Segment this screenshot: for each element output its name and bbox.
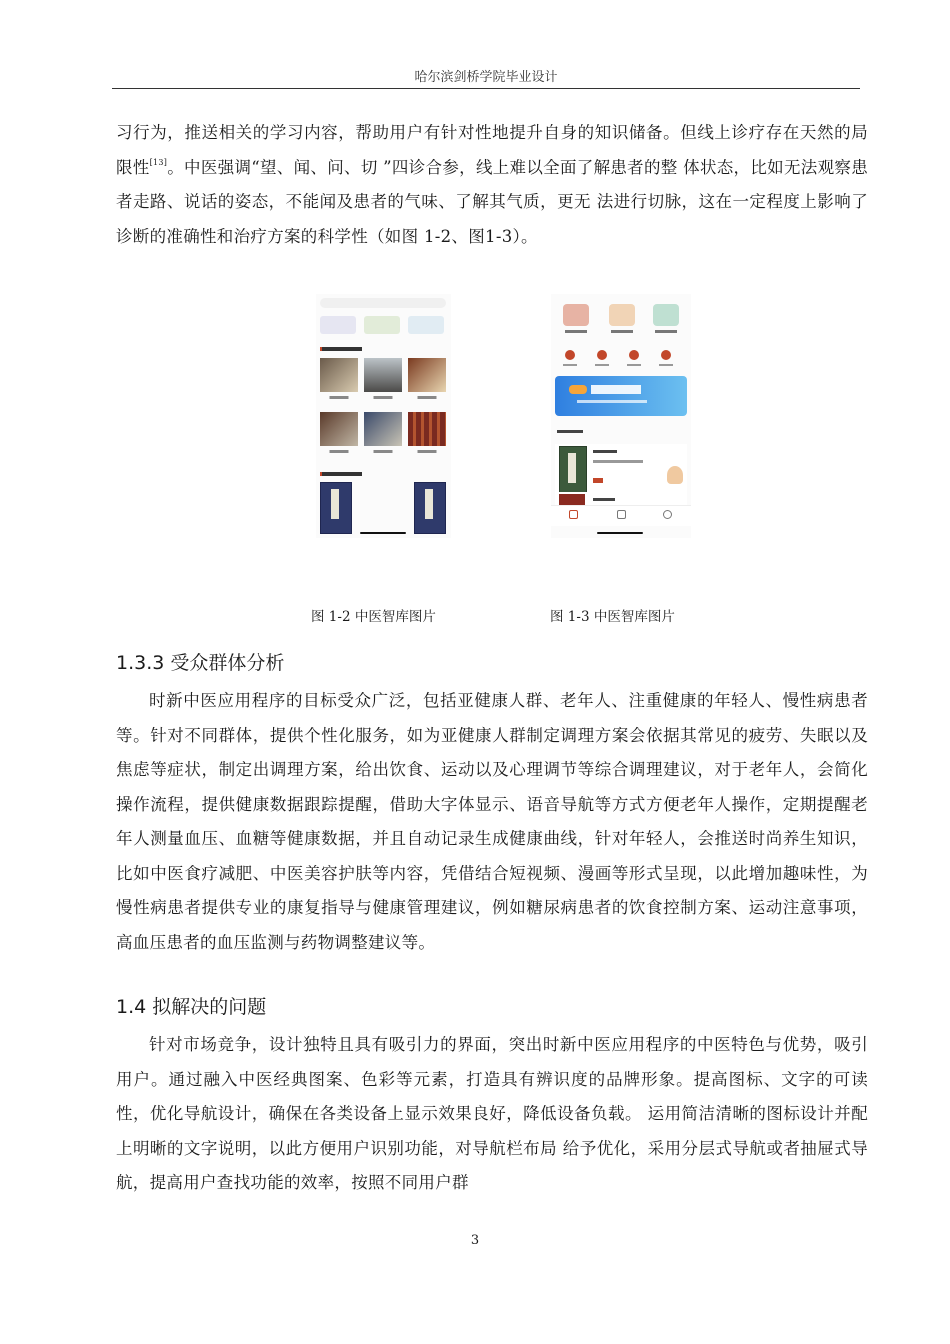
label-graphic [330, 396, 349, 399]
thumbnail-graphic [408, 358, 446, 392]
card-graphic [555, 492, 687, 506]
home-indicator-graphic [360, 532, 406, 534]
header-title: 哈尔滨剑桥学院毕业设计 [414, 70, 558, 85]
chip-graphic [408, 316, 444, 334]
chip-graphic [320, 316, 356, 334]
label-graphic [611, 330, 633, 333]
home-indicator-graphic [597, 532, 643, 534]
label-graphic [627, 364, 641, 366]
thumbnail-graphic [320, 412, 358, 446]
section-title-graphic [557, 430, 583, 433]
thumbnail-graphic [320, 358, 358, 392]
dot-graphic [629, 350, 639, 360]
section-1-3-3-heading: 1.3.3 受众群体分析 [116, 652, 285, 674]
dot-graphic [565, 350, 575, 360]
section-title-graphic [320, 347, 362, 351]
citation[interactable]: [13] [149, 157, 168, 167]
label-graphic [563, 364, 577, 366]
intro-text-2: 。中医强调“望、闻、问、切 ”四诊合参，线上难以全面了解患者的整 体状态，比如无法观察患者走路、说话的姿态，不能闻及患者的气味、了解其气质，更无 法进行切脉，这在一定程度上影响了诊断的准确性和治疗方案的科学性（如图 1-2、图1-3）。 [116, 157, 868, 246]
figure-1-3-image [551, 294, 691, 538]
section-1-4-heading: 1.4 拟解决的问题 [116, 996, 267, 1018]
thumbnail-graphic [408, 412, 446, 446]
tile-graphic [609, 304, 635, 326]
intro-paragraph [116, 116, 868, 254]
thumbnail-graphic [364, 358, 402, 392]
intro-text-1: 习行为，推送相关的学习内容，帮助用户有针对性地提升自身的知识储备。但线上诊疗存在天然的局限性 [116, 123, 868, 177]
figure-1-2-caption: 图 1-2 中医智库图片 [311, 609, 436, 625]
label-graphic [659, 364, 673, 366]
label-graphic [374, 396, 393, 399]
tile-graphic [563, 304, 589, 326]
section-1-4-body [116, 1028, 868, 1201]
label-graphic [418, 396, 437, 399]
section-1-4-text: 针对市场竞争，设计独特且具有吸引力的界面，突出时新中医应用程序的中医特色与优势，吸引用户。通过融入中医经典图案、色彩等元素，打造具有辨识度的品牌形象。提高图标、文字的可读性，优化导航设计，确保在各类设备上显示效果良好，降低设备负载。 运用简洁清晰的图标设计并配上明晰的文字说明，以此方便用户识别功能，对导航栏布局 给予优化，采用分层式导航或者抽屉式导航，提高用户查找功能的效率，按照不同用户群 [116, 1035, 868, 1192]
book-graphic [320, 482, 352, 534]
label-graphic [418, 450, 437, 453]
section-title-graphic [320, 472, 362, 476]
thumbnail-graphic [364, 412, 402, 446]
header-rule [112, 88, 860, 89]
banner-graphic [555, 376, 687, 416]
figure-1-2-image [316, 294, 451, 538]
label-graphic [595, 364, 609, 366]
dot-graphic [597, 350, 607, 360]
section-1-3-3-text: 时新中医应用程序的目标受众广泛，包括亚健康人群、老年人、注重健康的年轻人、慢性病患者等。针对不同群体，提供个性化服务，如为亚健康人群制定调理方案会依据其常见的疲劳、失眠以及焦虑等症状，制定出调理方案，给出饮食、运动以及心理调节等综合调理建议，对于老年人，会简化操作流程，提供健康数据跟踪提醒，借助大字体显示、语音导航等方式方便老年人操作，定期提醒老年人测量血压、血糖等健康数据，并且自动记录生成健康曲线，针对年轻人，会推送时尚养生知识，比如中医食疗减肥、中医美容护肤等内容，凭借结合短视频、漫画等形式呈现，以此增加趣味性，为慢性病患者提供专业的康复指导与健康管理建议，例如糖尿病患者的饮食控制方案、运动注意事项，高血压患者的血压监测与药物调整建议等。 [116, 691, 868, 952]
label-graphic [330, 450, 349, 453]
figure-1-3-caption: 图 1-3 中医智库图片 [550, 609, 675, 625]
search-bar-graphic [320, 298, 446, 308]
book-graphic [414, 482, 446, 534]
section-1-3-3-body [116, 684, 868, 960]
page-number: 3 [470, 1233, 480, 1248]
label-graphic [565, 330, 587, 333]
dot-graphic [661, 350, 671, 360]
tile-graphic [653, 304, 679, 326]
chip-graphic [364, 316, 400, 334]
tab-bar-graphic [551, 505, 691, 526]
label-graphic [655, 330, 677, 333]
label-graphic [374, 450, 393, 453]
